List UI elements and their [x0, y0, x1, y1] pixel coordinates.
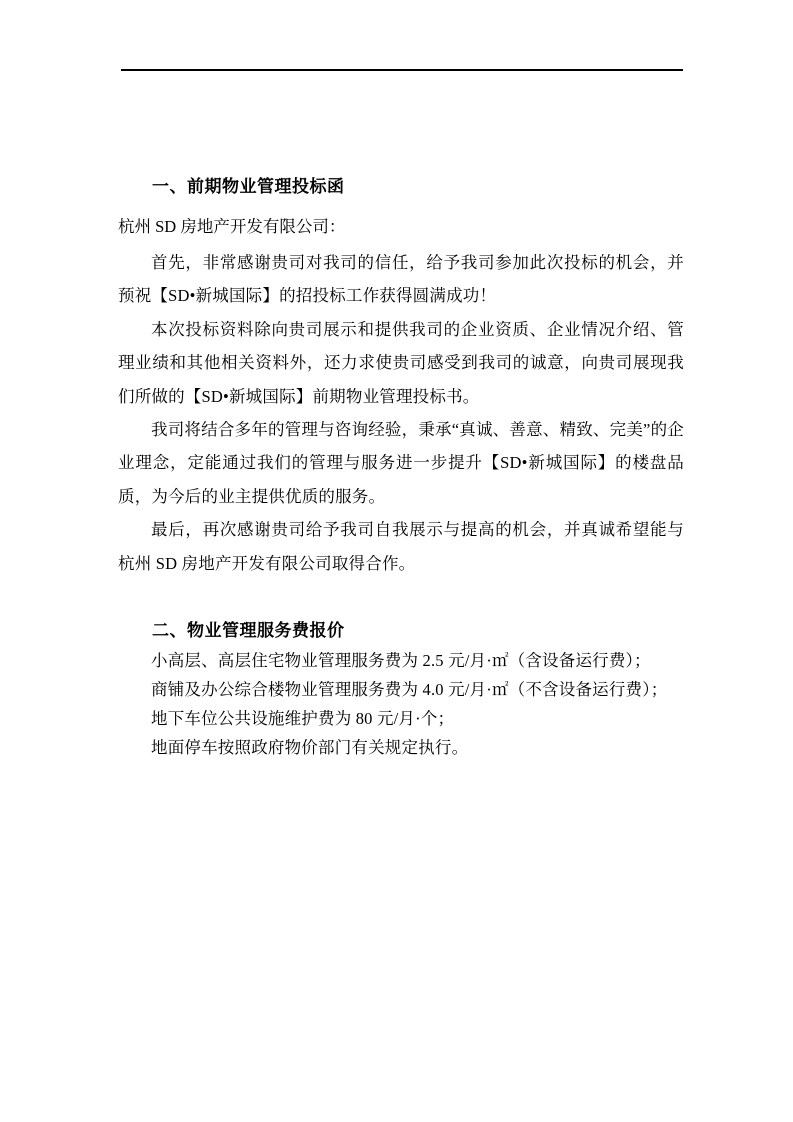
section2-heading: 二、物业管理服务费报价 [152, 621, 345, 641]
paragraph-3: 我司将结合多年的管理与咨询经验，秉承“真诚、善意、精致、完美”的企业理念，定能通过我们的管理与服务进一步提升【SD•新城国际】的楼盘品质，为今后的业主提供优质的服务。 [118, 420, 684, 506]
fee-line-parking-ground: 地面停车按照政府物价部门有关规定执行。 [151, 738, 469, 758]
salutation: 杭州 SD 房地产开发有限公司： [118, 217, 346, 236]
paragraph-2: 本次投标资料除向贵司展示和提供我司的企业资质、企业情况介绍、管理业绩和其他相关资料外，还力求使贵司感受到我司的诚意，向贵司展现我们所做的【SD•新城国际】前期物业管理投标书。 [118, 319, 684, 406]
section1-heading: 一、前期物业管理投标函 [152, 177, 345, 196]
document-content [118, 0, 684, 762]
paragraph-4: 最后，再次感谢贵司给予我司自我展示与提高的机会，并真诚希望能与杭州 SD 房地产开发有限公司取得合作。 [118, 520, 684, 573]
fee-line-parking-underground: 地下车位公共设施维护费为 80 元/月·个； [151, 709, 455, 729]
paragraph-1: 首先，非常感谢贵司对我司的信任，给予我司参加此次投标的机会，并预祝【SD•新城国际】的招投标工作获得圆满成功！ [118, 253, 684, 306]
fee-line-residential: 小高层、高层住宅物业管理服务费为 2.5 元/月·㎡（含设备运行费）； [151, 651, 651, 671]
fee-line-commercial: 商铺及办公综合楼物业管理服务费为 4.0 元/月·㎡（不含设备运行费）； [151, 680, 668, 700]
